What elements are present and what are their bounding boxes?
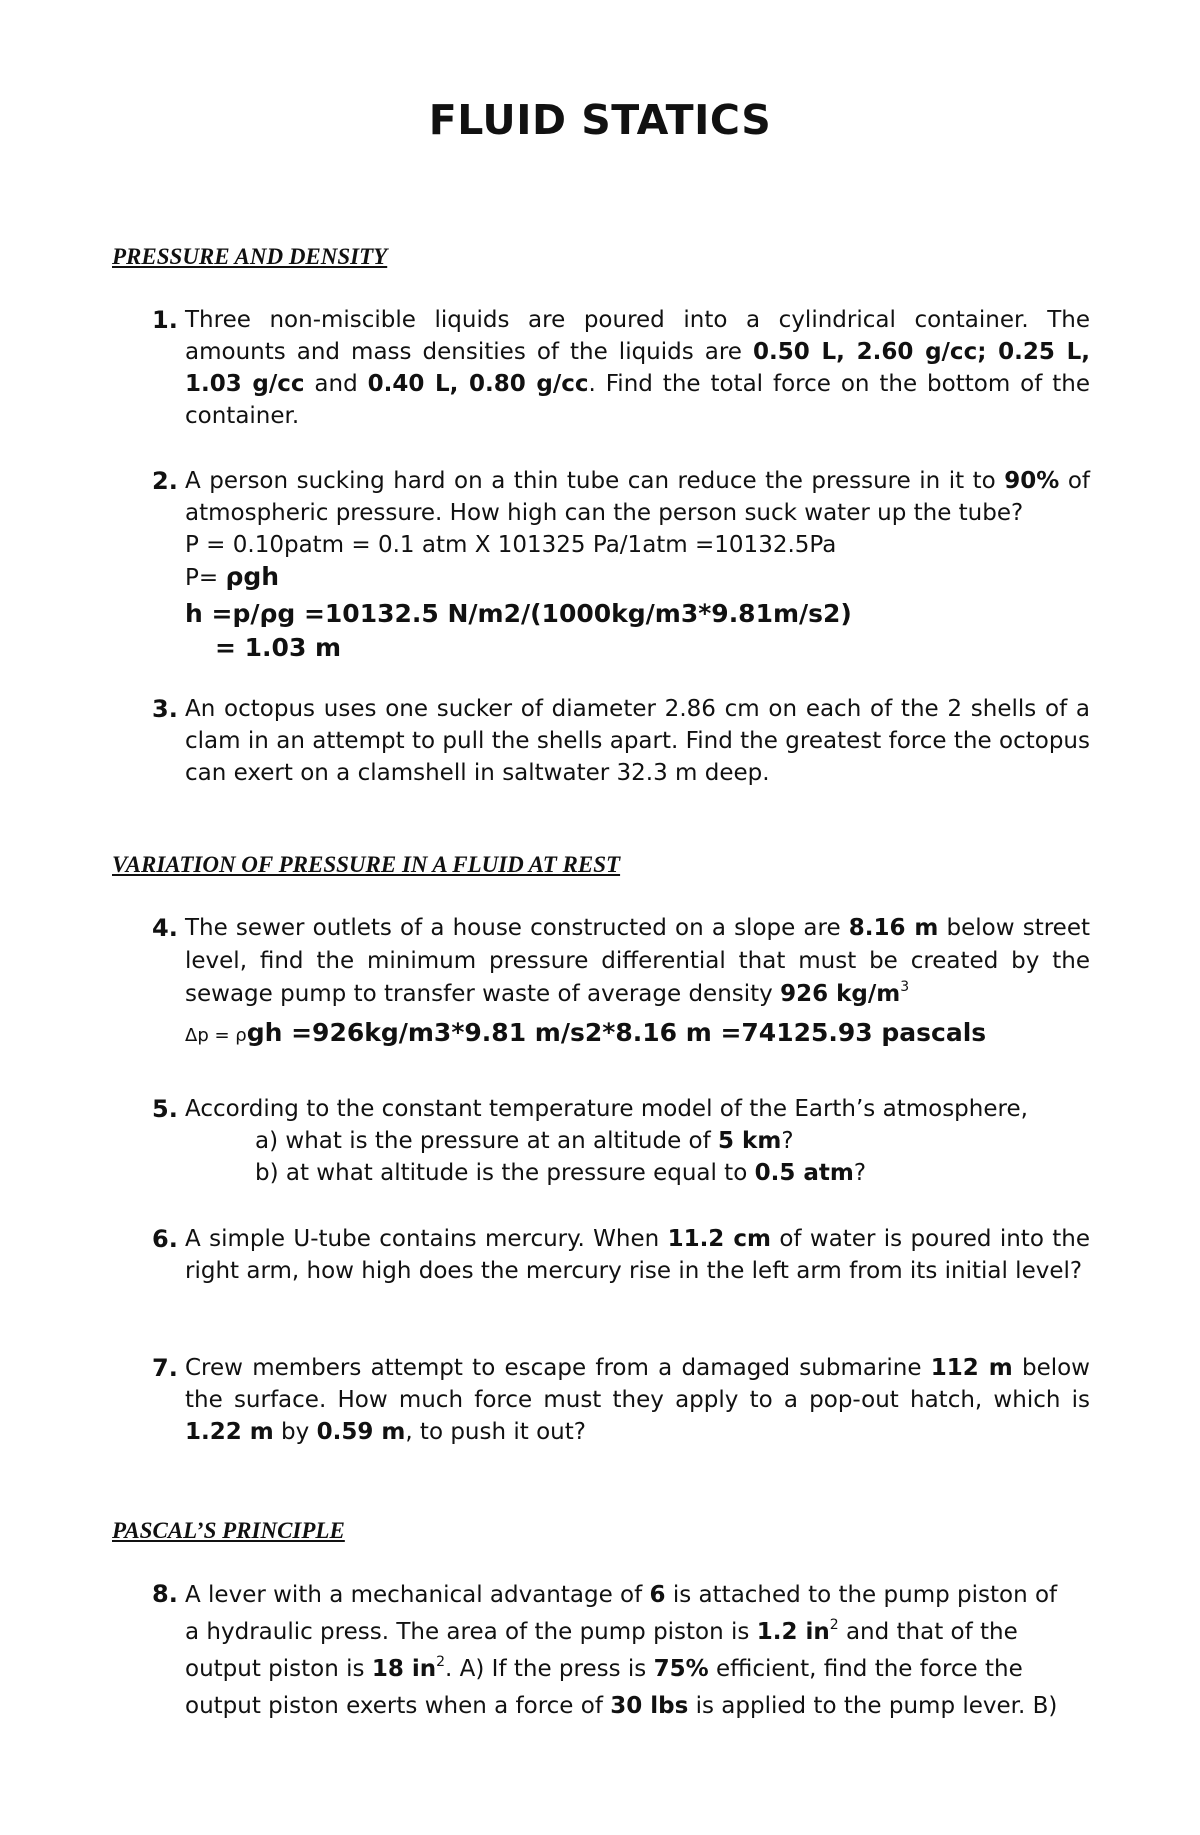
question-1-text [185,304,1090,432]
question-number-2: 2. [152,467,178,495]
section-heading-pascal: PASCAL’S PRINCIPLE [112,1518,345,1543]
question-4-text [185,912,1090,1011]
q8-line-2 [185,1614,1090,1651]
question-7-text [185,1352,1090,1448]
section-heading-variation: VARIATION OF PRESSURE IN A FLUID AT REST [112,852,621,877]
q1-text-c: . Find the total force on the bottom of the container. [185,371,1090,429]
q8-l2-a: a hydraulic press. The area of the pump piston is [185,1619,757,1645]
q2-work-line-2-a: P= [185,565,226,591]
q5-intro: According to the constant temperature model of the Earth’s atmosphere, [185,1096,1028,1122]
q7-text-a: Crew members attempt to escape from a damaged submarine [185,1355,931,1381]
q2-work-line-1: P = 0.10patm = 0.1 atm X 101325 Pa/1atm =10132.5Pa [185,532,837,558]
question-number-8: 8. [152,1580,178,1608]
q4-eq-a: Δp = ρ [185,1025,247,1046]
question-number-6: 6. [152,1225,178,1253]
q4-text-b: below street level, find the minimum pressure differential that must be created by the sewage pump to transfer waste of average density [185,915,1090,1007]
question-6-text [185,1223,1090,1287]
q8-l2-superscript: 2 [829,1617,839,1633]
q8-l3-b: . A) If the press is [445,1656,654,1682]
q2-work-line-4: = 1.03 m [215,633,342,662]
q5-part-b [185,1157,1090,1189]
q2-text-b: of atmospheric pressure. How high can the person suck water up the tube? [185,468,1091,526]
question-number-1: 1. [152,306,178,334]
q7-text-d: , to push it out? [405,1419,586,1445]
q5-part-a-text: a) what is the pressure at an altitude of [255,1128,719,1154]
q7-text-c: by [273,1419,317,1445]
question-2-text [185,465,1090,529]
q5-part-a-value: 5 km [718,1128,782,1154]
q8-l2-value: 1.2 in [756,1619,830,1645]
q8-l1-b: is attached to the pump piston of [665,1582,1058,1608]
q5-part-a [185,1125,1090,1157]
question-3-text: An octopus uses one sucker of diameter 2.86 cm on each of the 2 shells of a clam in an attempt to pull the shells apart. Find the greatest force the octopus can exert on a clamshell in saltwater 32.3 m deep. [185,696,1090,786]
q7-value-a: 112 m [930,1355,1013,1381]
q2-text-a: A person sucking hard on a thin tube can reduce the pressure in it to [185,468,1005,494]
q4-text-a: The sewer outlets of a house constructed on a slope are [185,915,849,941]
q2-value: 90% [1004,468,1060,494]
q8-l1-value: 6 [649,1582,666,1608]
q5-part-a-end: ? [781,1128,794,1154]
q1-values-b: 0.40 L, 0.80 g/cc [367,371,589,397]
q5-part-b-text: b) at what altitude is the pressure equal to [255,1160,755,1186]
q6-value: 11.2 cm [667,1226,771,1252]
q8-l3-c: efficient, find the force the [708,1656,1023,1682]
q8-l3-superscript: 2 [436,1654,446,1670]
q8-l3-value-a: 18 in [371,1656,437,1682]
q8-l2-b: and that of the [838,1619,1018,1645]
question-number-3: 3. [152,695,178,723]
q8-line-4 [185,1688,1090,1725]
q8-line-1 [185,1577,1090,1614]
q8-line-3 [185,1651,1090,1688]
q2-work-line-2 [185,561,1090,594]
q5-part-b-value: 0.5 atm [754,1160,854,1186]
question-5-text [185,1093,1090,1189]
q8-l1-a: A lever with a mechanical advantage of [185,1582,650,1608]
page-title: FLUID STATICS [428,96,772,144]
q7-text-b: below the surface. How much force must they apply to a pop-out hatch, which is [185,1355,1090,1413]
q8-l4-a: output piston exerts when a force of [185,1693,611,1719]
q1-values-a: 0.50 L, 2.60 g/cc; 0.25 L, 1.03 g/cc [185,339,1090,397]
question-number-5: 5. [152,1095,178,1123]
q7-value-b: 1.22 m [185,1419,274,1445]
q8-l4-b: is applied to the pump lever. B) [688,1693,1058,1719]
q6-text-b: of water is poured into the right arm, how high does the mercury rise in the left arm from its initial level? [185,1226,1090,1284]
q4-superscript: 3 [900,979,910,995]
question-number-4: 4. [152,914,178,942]
q1-text-a: Three non-miscible liquids are poured into a cylindrical container. The amounts and mass densities of the liquids are [185,307,1090,365]
question-4-equation [185,1017,1090,1052]
question-number-7: 7. [152,1354,178,1382]
q2-work-line-3: h =p/ρg =10132.5 N/m2/(1000kg/m3*9.81m/s2) [185,599,852,628]
q5-part-b-end: ? [853,1160,867,1186]
q2-work-line-2-b: ρgh [225,562,280,591]
q1-text-b: and [304,371,368,397]
q6-text-a: A simple U-tube contains mercury. When [185,1226,668,1252]
q4-value-b: 926 kg/m [780,981,901,1007]
question-8-text [185,1577,1090,1725]
q8-l3-value-b: 75% [653,1656,709,1682]
q8-l3-a: output piston is [185,1656,372,1682]
q4-value-a: 8.16 m [848,915,939,941]
q4-eq-b: gh =926kg/m3*9.81 m/s2*8.16 m =74125.93 pascals [246,1018,987,1047]
question-2-work [185,529,1090,664]
section-heading-pressure-density: PRESSURE AND DENSITY [112,244,388,269]
q8-l4-value: 30 lbs [610,1693,689,1719]
q7-value-c: 0.59 m [316,1419,406,1445]
